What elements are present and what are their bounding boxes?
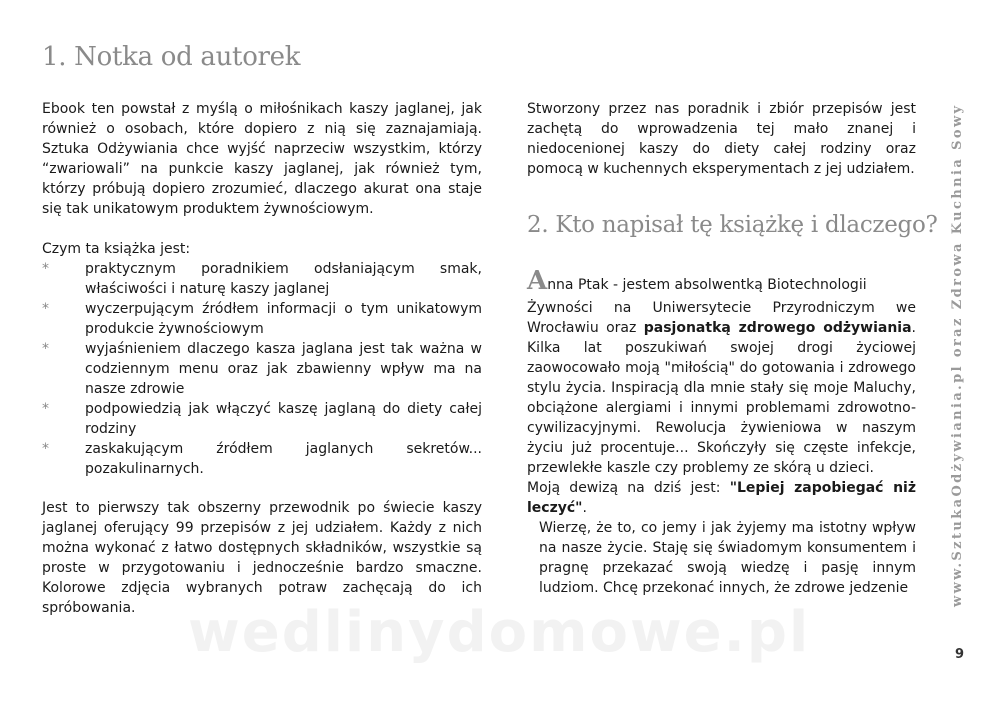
closing-paragraph: Jest to pierwszy tak obszerny przewodnik po świecie kaszy jaglanej oferujący 99 przepisów z jej udziałem. Każdy z nich można wykonać z łatwo dostępnych składników, wszystkie są proste w przygotowaniu i jednocześnie bardzo smaczne. Kolorowe zdjęcia wybranych potraw zachęcają do ich spróbowania.	[42, 500, 482, 616]
motto-text: Moją dewizą na dziś jest:	[527, 480, 730, 496]
bio-text-c: Wierzę, że to, co jemy i jak żyjemy ma istotny wpływ na nasze życie. Staję się świadomym konsumentem i pragnę przekazać swoją wiedzę i pasję innym ludziom. Chcę przekonać innych, że zdrowe jedzenie	[539, 520, 916, 596]
asterisk-bullet-icon: *	[42, 341, 49, 357]
bio-body	[527, 298, 916, 478]
feature-list	[42, 259, 482, 479]
bio-motto	[527, 478, 916, 518]
list-item-text: wyjaśnieniem dlaczego kasza jaglana jest tak ważna w codziennym menu oraz jak zbawienny wpływ ma na nasze zdrowie	[85, 341, 482, 397]
asterisk-bullet-icon: *	[42, 401, 49, 417]
list-lead: Czym ta książka jest:	[42, 241, 191, 257]
motto-end: .	[582, 500, 587, 516]
page-number: 9	[955, 647, 965, 662]
list-item-text: praktycznym poradnikiem odsłaniającym smak, właściwości i naturę kaszy jaglanej	[85, 261, 482, 297]
bio-line1-rest: - jestem absolwentką Biotechnologii	[608, 277, 867, 293]
section-2-heading: 2. Kto napisał tę książkę i dlaczego?	[527, 212, 938, 238]
list-item	[42, 339, 482, 399]
author-bio	[527, 268, 916, 598]
watermark: wedlinydomowe.pl	[188, 600, 811, 665]
intro-paragraph: Ebook ten powstał z myślą o miłośnikach kaszy jaglanej, jak również o osobach, które dopiero z nią się zaznajamiają. Sztuka Odżywiania chce wyjść naprzeciw wszystkim, którzy “zwariowali” na punkcie kaszy jaglanej, jak również tym, którzy próbują dopiero zrozumieć, dlaczego akurat ona staje się tak unikatowym produktem żywnościowym.	[42, 101, 482, 217]
list-item	[42, 259, 482, 299]
bio-text-b: . Kilka lat poszukiwań swojej drogi życiowej zaowocowało moją "miłością" do gotowania i zdrowego stylu życia. Inspiracją dla mnie stały się moje Maluchy, obciążone alergiami i innymi problemami zdrowotno-cywilizacyjnymi. Rewolucja żywieniowa w naszym życiu już procentuje... Skończyły się częste infekcje, przewlekłe kaszle czy problemy ze skórą u dzieci.	[527, 320, 916, 476]
list-item	[42, 399, 482, 439]
section-1-heading: 1. Notka od autorek	[42, 42, 301, 72]
asterisk-bullet-icon: *	[42, 441, 49, 457]
list-item-text: podpowiedzią jak włączyć kaszę jaglaną do diety całej rodziny	[85, 401, 482, 437]
bio-text-a: Żywności na Uniwersytecie Przyrodniczym we Wrocławiu oraz	[527, 300, 916, 336]
list-item	[42, 439, 482, 479]
bio-first-line	[527, 268, 916, 298]
list-item-text: zaskakującym źródłem jaglanych sekretów... pozakulinarnych.	[85, 441, 482, 477]
asterisk-bullet-icon: *	[42, 261, 49, 277]
bio-bold-a: pasjonatką zdrowego odżywiania	[643, 320, 912, 336]
right-intro-paragraph: Stworzony przez nas poradnik i zbiór przepisów jest zachętą do wprowadzenia tej mało znanej i niedocenionej kaszy do diety całej rodziny oraz pomocą w kuchennych eksperymentach z jej udziałem.	[527, 101, 916, 177]
author-name: nna Ptak	[547, 277, 609, 293]
sidebar-website-text: www.SztukaOdżywiania.pl oraz Zdrowa Kuchnia Sowy	[950, 103, 965, 607]
list-item	[42, 299, 482, 339]
drop-cap: A	[527, 266, 548, 296]
asterisk-bullet-icon: *	[42, 301, 49, 317]
list-item-text: wyczerpującym źródłem informacji o tym unikatowym produkcie żywnościowym	[85, 301, 482, 337]
motto-bold: "Lepiej zapobiegać niż leczyć"	[527, 480, 916, 516]
